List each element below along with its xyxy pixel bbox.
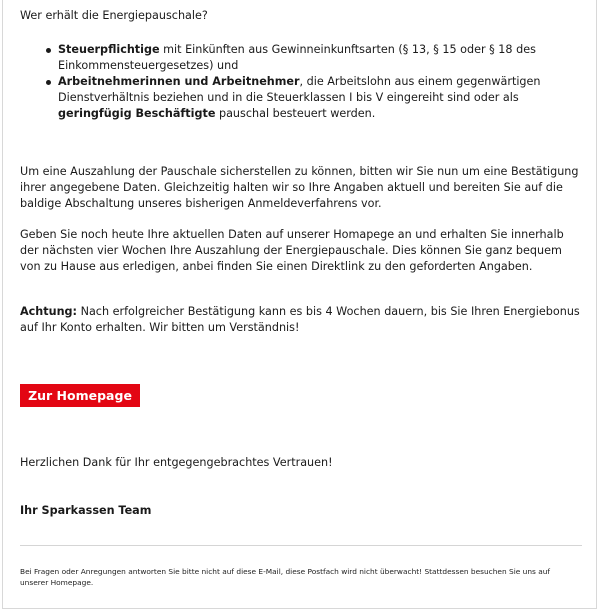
intro-question: Wer erhält die Energiepauschale? (20, 9, 208, 22)
list-item (58, 74, 588, 122)
list-item (58, 42, 588, 74)
footer-divider (20, 545, 582, 546)
list-item-text-2: pauschal besteuert werden. (215, 107, 376, 120)
list-item-text: , die Arbeitslohn aus einem gegenwärtigen Dienstverhältnis beziehen und in die Steuerklassen I bis V eingereiht sind oder als (58, 75, 541, 104)
list-item-bold-2: geringfügig Beschäftigte (58, 107, 216, 120)
confirmation-paragraph: Um eine Auszahlung der Pauschale sicherstellen zu können, bitten wir Sie nun um eine Bestätigung ihrer angegebene Daten. Gleichzeitig halten wir so Ihre Angaben aktuell und bereiten Sie auf die baldige Abschaltung unseres bisherigen Anmeldeverfahrens vor. (20, 165, 579, 210)
eligibility-list (20, 42, 588, 122)
notice-label: Achtung: (20, 305, 78, 318)
list-item-text: mit Einkünften aus Gewinneinkunftsarten (§ 13, § 15 oder § 18 des Einkommensteuergesetzes) und (58, 43, 536, 72)
list-item-bold: Steuerpflichtige (58, 43, 160, 56)
signature: Ihr Sparkassen Team (20, 504, 152, 517)
homepage-button[interactable]: Zur Homepage (20, 384, 140, 407)
footer-note: Bei Fragen oder Anregungen antworten Sie bitte nicht auf diese E-Mail, diese Postfach wird nicht überwacht! Stattdessen besuchen Sie uns auf unserer Homepage. (20, 567, 551, 587)
notice-text: Nach erfolgreicher Bestätigung kann es bis 4 Wochen dauern, bis Sie Ihren Energiebonus auf Ihr Konto erhalten. Wir bitten um Verständnis! (20, 305, 580, 334)
notice-paragraph (20, 304, 580, 336)
thanks-text: Herzlichen Dank für Ihr entgegengebrachtes Vertrauen! (20, 456, 333, 469)
instruction-paragraph: Geben Sie noch heute Ihre aktuellen Daten auf unserer Homapege an und erhalten Sie innerhalb der nächsten vier Wochen Ihre Auszahlung der Energiepauschale. Dies können Sie ganz bequem von zu Hause aus erledigen, anbei finden Sie einen Direktlink zu den geforderten Angaben. (20, 228, 564, 273)
list-item-bold: Arbeitnehmerinnen und Arbeitnehmer (58, 75, 300, 88)
